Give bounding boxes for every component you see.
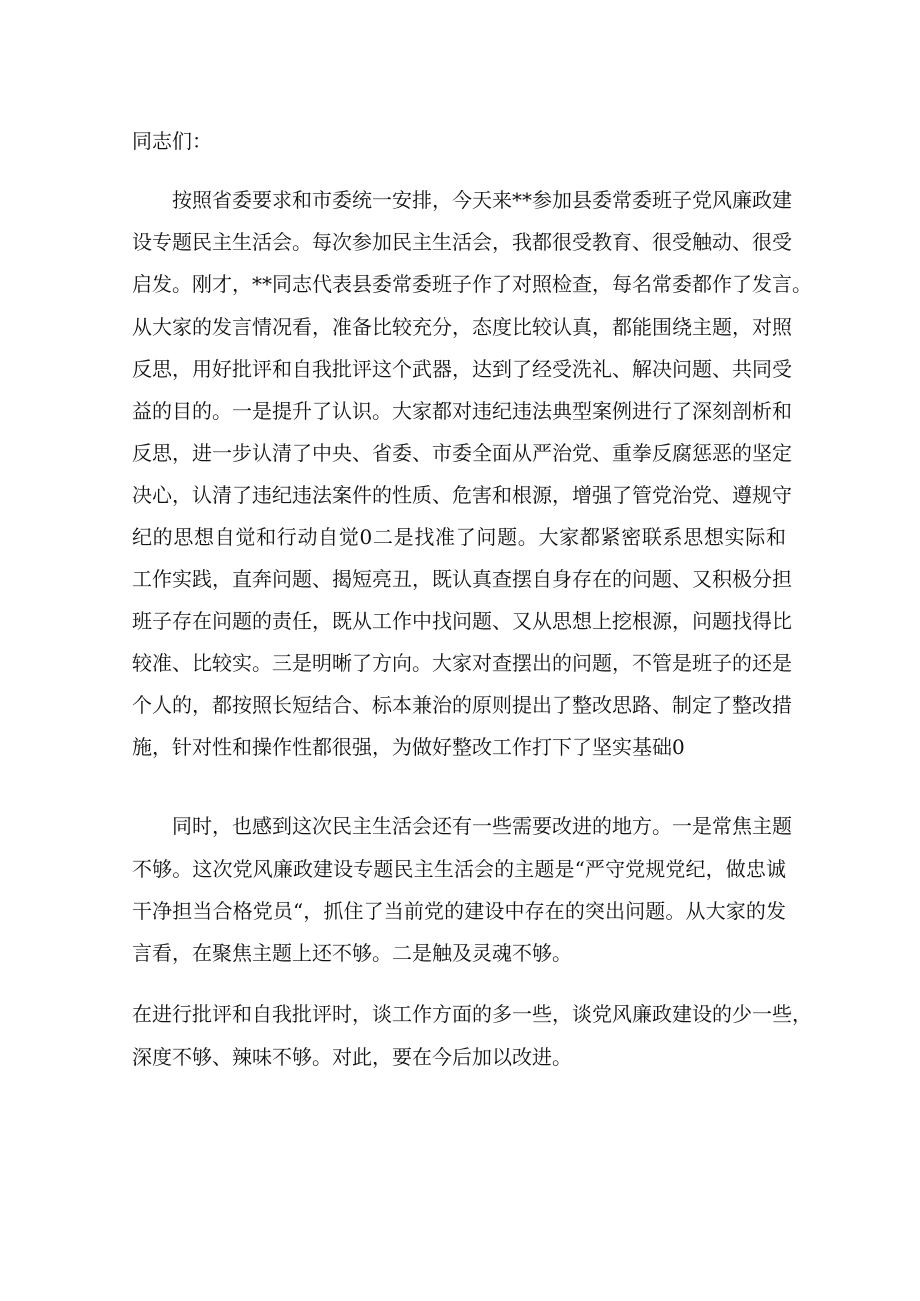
paragraph-3-line: 深度不够、辣味不够。对此，要在今后加以改进。 <box>132 1045 572 1069</box>
salutation: 同志们： <box>132 129 212 153</box>
paragraph-1-line: 纪的思想自觉和行动自觉0二是找准了问题。大家都紧密联系思想实际和 <box>132 525 786 549</box>
paragraph-2-line: 不够。这次党风廉政建设专题民主生活会的主题是“严守党规党纪，做忠诚 <box>132 857 786 881</box>
paragraph-1-line: 决心，认清了违纪违法案件的性质、危害和根源，增强了管党治党、遵规守 <box>132 483 792 507</box>
paragraph-1-line: 从大家的发言情况看，准备比较充分，态度比较认真，都能围绕主题，对照 <box>132 315 792 339</box>
paragraph-2-line: 同时，也感到这次民主生活会还有一些需要改进的地方。一是常焦主题 <box>172 814 792 838</box>
paragraph-2-line: 干净担当合格党员“，抓住了当前党的建设中存在的突出问题。从大家的发 <box>132 899 786 923</box>
paragraph-1-line: 个人的，都按照长短结合、标本兼治的原则提出了整改思路、制定了整改措 <box>132 693 792 717</box>
paragraph-2-line: 言看，在聚焦主题上还不够。二是触及灵魂不够。 <box>132 941 572 965</box>
paragraph-1-line: 工作实践，直奔问题、揭短亮丑，既认真查摆自身存在的问题、又积极分担 <box>132 567 792 591</box>
paragraph-1-line: 较准、比较实。三是明晰了方向。大家对查摆出的问题，不管是班子的还是 <box>132 651 792 675</box>
paragraph-1-line: 反思，用好批评和自我批评这个武器，达到了经受洗礼、解决问题、共同受 <box>132 357 792 381</box>
paragraph-1-line: 按照省委要求和市委统一安排，今天来**参加县委常委班子党风廉政建 <box>172 188 792 212</box>
paragraph-1-line: 班子存在问题的责任，既从工作中找问题、又从思想上挖根源，问题找得比 <box>132 609 792 633</box>
paragraph-1-line: 施，针对性和操作性都很强，为做好整改工作打下了坚实基础0 <box>132 735 685 759</box>
paragraph-1-line: 启发。刚才，**同志代表县委常委班子作了对照检查，每名常委都作了发言。 <box>132 272 812 296</box>
paragraph-1-line: 反思，进一步认清了中央、省委、市委全面从严治党、重拳反腐惩恶的坚定 <box>132 441 792 465</box>
paragraph-1-line: 益的目的。一是提升了认识。大家都对违纪违法典型案例进行了深刻剖析和 <box>132 399 792 423</box>
paragraph-1-line: 设专题民主生活会。每次参加民主生活会，我都很受教育、很受触动、很受 <box>132 230 792 254</box>
paragraph-3-line: 在进行批评和自我批评时，谈工作方面的多一些，谈党风廉政建设的少一些， <box>132 1002 812 1026</box>
